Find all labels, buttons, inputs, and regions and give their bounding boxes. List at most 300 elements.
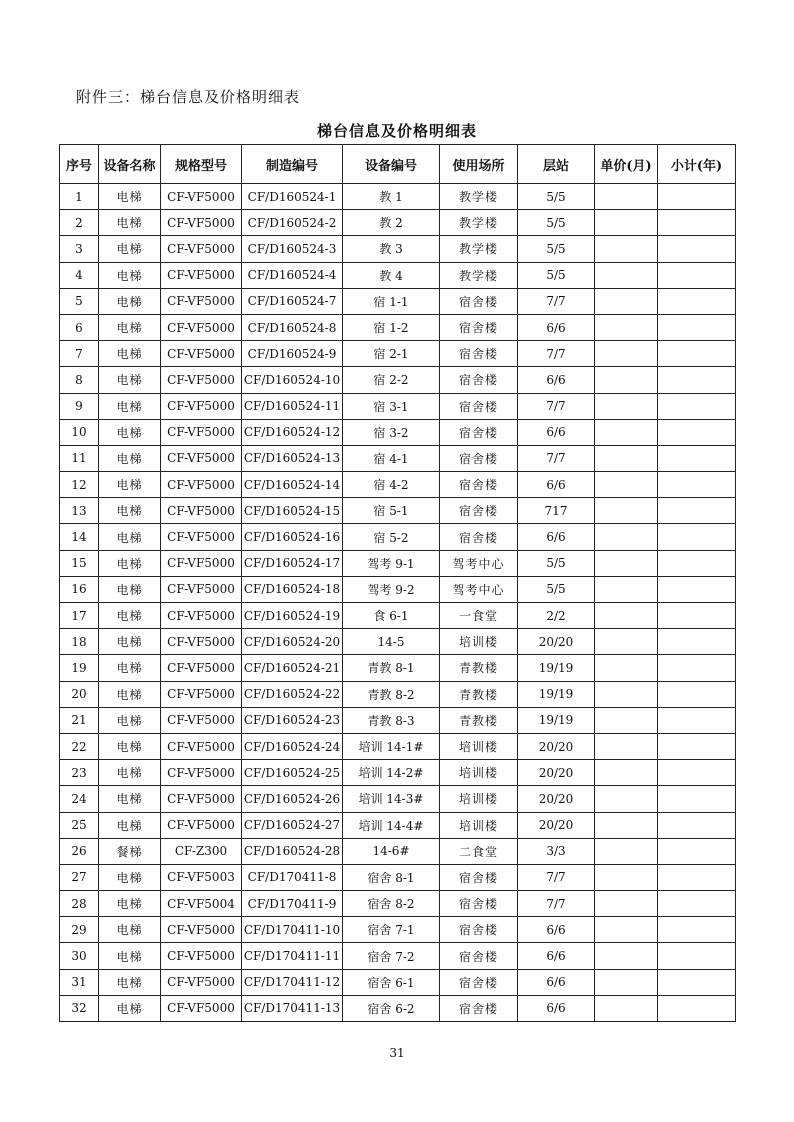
cell-seq: 13 bbox=[60, 498, 99, 524]
cell-unit-price bbox=[595, 550, 658, 576]
cell-manufacture-no: CF/D160524-23 bbox=[242, 707, 343, 733]
cell-subtotal bbox=[658, 733, 736, 759]
cell-model: CF-VF5000 bbox=[161, 262, 242, 288]
cell-floors: 5/5 bbox=[518, 210, 595, 236]
cell-seq: 32 bbox=[60, 995, 99, 1021]
cell-equipment-no: 驾考 9-2 bbox=[343, 576, 440, 602]
cell-subtotal bbox=[658, 707, 736, 733]
table-row bbox=[60, 733, 736, 759]
cell-unit-price bbox=[595, 733, 658, 759]
cell-location: 宿舍楼 bbox=[440, 314, 518, 340]
cell-floors: 7/7 bbox=[518, 445, 595, 471]
cell-seq: 12 bbox=[60, 472, 99, 498]
cell-floors: 5/5 bbox=[518, 550, 595, 576]
header-cell-location: 使用场所 bbox=[440, 145, 518, 184]
header-row bbox=[60, 145, 736, 184]
header-cell-subtotal: 小计(年) bbox=[658, 145, 736, 184]
cell-unit-price bbox=[595, 341, 658, 367]
cell-equipment-name: 电梯 bbox=[99, 969, 161, 995]
cell-unit-price bbox=[595, 236, 658, 262]
cell-subtotal bbox=[658, 472, 736, 498]
cell-equipment-no: 宿 1-1 bbox=[343, 288, 440, 314]
cell-unit-price bbox=[595, 393, 658, 419]
cell-manufacture-no: CF/D160524-9 bbox=[242, 341, 343, 367]
cell-model: CF-VF5000 bbox=[161, 995, 242, 1021]
cell-subtotal bbox=[658, 393, 736, 419]
cell-manufacture-no: CF/D160524-24 bbox=[242, 733, 343, 759]
cell-manufacture-no: CF/D170411-10 bbox=[242, 917, 343, 943]
cell-equipment-name: 电梯 bbox=[99, 812, 161, 838]
table-row bbox=[60, 576, 736, 602]
cell-location: 培训楼 bbox=[440, 733, 518, 759]
table-row bbox=[60, 236, 736, 262]
cell-subtotal bbox=[658, 445, 736, 471]
cell-subtotal bbox=[658, 576, 736, 602]
cell-model: CF-VF5000 bbox=[161, 341, 242, 367]
cell-equipment-name: 电梯 bbox=[99, 786, 161, 812]
cell-seq: 4 bbox=[60, 262, 99, 288]
table-row bbox=[60, 184, 736, 210]
cell-floors: 19/19 bbox=[518, 707, 595, 733]
cell-subtotal bbox=[658, 314, 736, 340]
cell-floors: 6/6 bbox=[518, 524, 595, 550]
cell-unit-price bbox=[595, 707, 658, 733]
cell-subtotal bbox=[658, 838, 736, 864]
cell-subtotal bbox=[658, 917, 736, 943]
cell-unit-price bbox=[595, 498, 658, 524]
cell-location: 宿舍楼 bbox=[440, 419, 518, 445]
table-row bbox=[60, 629, 736, 655]
cell-subtotal bbox=[658, 786, 736, 812]
cell-manufacture-no: CF/D170411-9 bbox=[242, 891, 343, 917]
cell-subtotal bbox=[658, 864, 736, 890]
cell-equipment-name: 电梯 bbox=[99, 655, 161, 681]
cell-seq: 5 bbox=[60, 288, 99, 314]
cell-seq: 18 bbox=[60, 629, 99, 655]
cell-unit-price bbox=[595, 472, 658, 498]
cell-model: CF-VF5000 bbox=[161, 969, 242, 995]
cell-equipment-name: 电梯 bbox=[99, 419, 161, 445]
annex-label: 附件三：梯台信息及价格明细表 bbox=[76, 88, 301, 106]
table-row bbox=[60, 760, 736, 786]
cell-subtotal bbox=[658, 524, 736, 550]
cell-manufacture-no: CF/D160524-15 bbox=[242, 498, 343, 524]
header-cell-model: 规格型号 bbox=[161, 145, 242, 184]
cell-model: CF-VF5000 bbox=[161, 472, 242, 498]
cell-manufacture-no: CF/D160524-20 bbox=[242, 629, 343, 655]
cell-seq: 2 bbox=[60, 210, 99, 236]
cell-equipment-name: 电梯 bbox=[99, 184, 161, 210]
cell-model: CF-VF5000 bbox=[161, 498, 242, 524]
cell-unit-price bbox=[595, 603, 658, 629]
cell-location: 宿舍楼 bbox=[440, 864, 518, 890]
cell-seq: 28 bbox=[60, 891, 99, 917]
cell-location: 宿舍楼 bbox=[440, 498, 518, 524]
cell-model: CF-VF5000 bbox=[161, 733, 242, 759]
cell-unit-price bbox=[595, 786, 658, 812]
table-row bbox=[60, 550, 736, 576]
cell-floors: 6/6 bbox=[518, 472, 595, 498]
cell-floors: 5/5 bbox=[518, 184, 595, 210]
cell-floors: 717 bbox=[518, 498, 595, 524]
table-row bbox=[60, 393, 736, 419]
cell-location: 青教楼 bbox=[440, 655, 518, 681]
cell-floors: 6/6 bbox=[518, 367, 595, 393]
cell-manufacture-no: CF/D160524-3 bbox=[242, 236, 343, 262]
cell-manufacture-no: CF/D170411-11 bbox=[242, 943, 343, 969]
cell-location: 驾考中心 bbox=[440, 550, 518, 576]
cell-equipment-no: 培训 14-2# bbox=[343, 760, 440, 786]
cell-seq: 11 bbox=[60, 445, 99, 471]
cell-model: CF-VF5000 bbox=[161, 812, 242, 838]
cell-unit-price bbox=[595, 524, 658, 550]
cell-manufacture-no: CF/D160524-8 bbox=[242, 314, 343, 340]
cell-model: CF-VF5000 bbox=[161, 184, 242, 210]
cell-equipment-no: 宿 2-2 bbox=[343, 367, 440, 393]
cell-equipment-no: 宿 5-2 bbox=[343, 524, 440, 550]
cell-equipment-name: 电梯 bbox=[99, 314, 161, 340]
cell-model: CF-VF5000 bbox=[161, 445, 242, 471]
table-row bbox=[60, 864, 736, 890]
cell-seq: 3 bbox=[60, 236, 99, 262]
cell-subtotal bbox=[658, 367, 736, 393]
table-row bbox=[60, 498, 736, 524]
cell-equipment-no: 青教 8-1 bbox=[343, 655, 440, 681]
cell-unit-price bbox=[595, 943, 658, 969]
cell-equipment-no: 14-5 bbox=[343, 629, 440, 655]
cell-subtotal bbox=[658, 419, 736, 445]
cell-location: 宿舍楼 bbox=[440, 445, 518, 471]
cell-equipment-no: 宿 3-1 bbox=[343, 393, 440, 419]
cell-manufacture-no: CF/D160524-2 bbox=[242, 210, 343, 236]
cell-floors: 5/5 bbox=[518, 236, 595, 262]
cell-seq: 26 bbox=[60, 838, 99, 864]
cell-equipment-no: 宿舍 8-2 bbox=[343, 891, 440, 917]
table-row bbox=[60, 262, 736, 288]
cell-location: 宿舍楼 bbox=[440, 472, 518, 498]
cell-equipment-no: 培训 14-3# bbox=[343, 786, 440, 812]
cell-manufacture-no: CF/D160524-13 bbox=[242, 445, 343, 471]
table-row bbox=[60, 367, 736, 393]
table-row bbox=[60, 288, 736, 314]
cell-equipment-no: 培训 14-1# bbox=[343, 733, 440, 759]
cell-subtotal bbox=[658, 262, 736, 288]
cell-model: CF-VF5000 bbox=[161, 917, 242, 943]
table-row bbox=[60, 786, 736, 812]
cell-seq: 25 bbox=[60, 812, 99, 838]
cell-location: 宿舍楼 bbox=[440, 367, 518, 393]
cell-unit-price bbox=[595, 184, 658, 210]
cell-unit-price bbox=[595, 629, 658, 655]
cell-floors: 19/19 bbox=[518, 681, 595, 707]
cell-seq: 27 bbox=[60, 864, 99, 890]
cell-location: 教学楼 bbox=[440, 184, 518, 210]
cell-manufacture-no: CF/D160524-27 bbox=[242, 812, 343, 838]
cell-seq: 8 bbox=[60, 367, 99, 393]
cell-model: CF-VF5000 bbox=[161, 629, 242, 655]
cell-equipment-name: 电梯 bbox=[99, 603, 161, 629]
cell-model: CF-VF5000 bbox=[161, 707, 242, 733]
cell-equipment-no: 宿舍 7-2 bbox=[343, 943, 440, 969]
cell-unit-price bbox=[595, 864, 658, 890]
cell-floors: 20/20 bbox=[518, 733, 595, 759]
cell-floors: 6/6 bbox=[518, 314, 595, 340]
table-row bbox=[60, 917, 736, 943]
cell-manufacture-no: CF/D170411-12 bbox=[242, 969, 343, 995]
cell-floors: 7/7 bbox=[518, 864, 595, 890]
cell-subtotal bbox=[658, 550, 736, 576]
cell-unit-price bbox=[595, 760, 658, 786]
cell-subtotal bbox=[658, 236, 736, 262]
cell-manufacture-no: CF/D160524-28 bbox=[242, 838, 343, 864]
table-row bbox=[60, 838, 736, 864]
cell-equipment-no: 培训 14-4# bbox=[343, 812, 440, 838]
cell-equipment-name: 电梯 bbox=[99, 917, 161, 943]
cell-manufacture-no: CF/D160524-4 bbox=[242, 262, 343, 288]
cell-seq: 24 bbox=[60, 786, 99, 812]
cell-manufacture-no: CF/D160524-10 bbox=[242, 367, 343, 393]
cell-unit-price bbox=[595, 367, 658, 393]
cell-manufacture-no: CF/D170411-13 bbox=[242, 995, 343, 1021]
table-row bbox=[60, 445, 736, 471]
cell-unit-price bbox=[595, 314, 658, 340]
cell-equipment-no: 宿舍 6-1 bbox=[343, 969, 440, 995]
cell-equipment-no: 青教 8-2 bbox=[343, 681, 440, 707]
cell-unit-price bbox=[595, 812, 658, 838]
cell-equipment-no: 宿舍 6-2 bbox=[343, 995, 440, 1021]
cell-manufacture-no: CF/D160524-11 bbox=[242, 393, 343, 419]
cell-floors: 6/6 bbox=[518, 943, 595, 969]
cell-equipment-name: 电梯 bbox=[99, 367, 161, 393]
cell-equipment-name: 电梯 bbox=[99, 236, 161, 262]
cell-equipment-no: 教 2 bbox=[343, 210, 440, 236]
cell-equipment-no: 青教 8-3 bbox=[343, 707, 440, 733]
cell-location: 宿舍楼 bbox=[440, 995, 518, 1021]
cell-floors: 5/5 bbox=[518, 262, 595, 288]
cell-equipment-name: 电梯 bbox=[99, 681, 161, 707]
cell-equipment-name: 电梯 bbox=[99, 629, 161, 655]
cell-unit-price bbox=[595, 969, 658, 995]
cell-subtotal bbox=[658, 760, 736, 786]
cell-floors: 20/20 bbox=[518, 629, 595, 655]
cell-unit-price bbox=[595, 445, 658, 471]
cell-seq: 6 bbox=[60, 314, 99, 340]
cell-subtotal bbox=[658, 288, 736, 314]
cell-location: 宿舍楼 bbox=[440, 969, 518, 995]
cell-equipment-no: 14-6# bbox=[343, 838, 440, 864]
cell-subtotal bbox=[658, 603, 736, 629]
cell-model: CF-VF5000 bbox=[161, 419, 242, 445]
cell-seq: 30 bbox=[60, 943, 99, 969]
cell-seq: 22 bbox=[60, 733, 99, 759]
cell-floors: 7/7 bbox=[518, 288, 595, 314]
cell-floors: 6/6 bbox=[518, 419, 595, 445]
cell-seq: 23 bbox=[60, 760, 99, 786]
cell-location: 青教楼 bbox=[440, 681, 518, 707]
cell-subtotal bbox=[658, 341, 736, 367]
cell-subtotal bbox=[658, 498, 736, 524]
table-row bbox=[60, 707, 736, 733]
cell-subtotal bbox=[658, 995, 736, 1021]
cell-model: CF-VF5000 bbox=[161, 393, 242, 419]
cell-unit-price bbox=[595, 262, 658, 288]
cell-equipment-no: 宿 4-1 bbox=[343, 445, 440, 471]
cell-manufacture-no: CF/D160524-21 bbox=[242, 655, 343, 681]
cell-equipment-name: 电梯 bbox=[99, 891, 161, 917]
cell-location: 一食堂 bbox=[440, 603, 518, 629]
table-row bbox=[60, 655, 736, 681]
cell-floors: 20/20 bbox=[518, 760, 595, 786]
cell-equipment-no: 宿 1-2 bbox=[343, 314, 440, 340]
cell-floors: 3/3 bbox=[518, 838, 595, 864]
cell-manufacture-no: CF/D160524-19 bbox=[242, 603, 343, 629]
cell-equipment-name: 电梯 bbox=[99, 864, 161, 890]
table-row bbox=[60, 472, 736, 498]
cell-equipment-name: 电梯 bbox=[99, 288, 161, 314]
cell-unit-price bbox=[595, 210, 658, 236]
cell-equipment-name: 电梯 bbox=[99, 498, 161, 524]
header-cell-equipment-no: 设备编号 bbox=[343, 145, 440, 184]
cell-seq: 17 bbox=[60, 603, 99, 629]
cell-manufacture-no: CF/D160524-18 bbox=[242, 576, 343, 602]
cell-subtotal bbox=[658, 891, 736, 917]
cell-unit-price bbox=[595, 655, 658, 681]
table-row bbox=[60, 314, 736, 340]
cell-equipment-no: 宿 4-2 bbox=[343, 472, 440, 498]
cell-manufacture-no: CF/D160524-16 bbox=[242, 524, 343, 550]
header-cell-floors: 层站 bbox=[518, 145, 595, 184]
cell-seq: 9 bbox=[60, 393, 99, 419]
cell-equipment-no: 宿 5-1 bbox=[343, 498, 440, 524]
cell-model: CF-VF5000 bbox=[161, 524, 242, 550]
table-row bbox=[60, 969, 736, 995]
cell-location: 宿舍楼 bbox=[440, 891, 518, 917]
cell-model: CF-VF5000 bbox=[161, 550, 242, 576]
equipment-price-table bbox=[59, 144, 736, 1022]
cell-subtotal bbox=[658, 812, 736, 838]
cell-location: 教学楼 bbox=[440, 236, 518, 262]
cell-equipment-name: 电梯 bbox=[99, 995, 161, 1021]
cell-equipment-name: 电梯 bbox=[99, 341, 161, 367]
cell-subtotal bbox=[658, 210, 736, 236]
cell-seq: 15 bbox=[60, 550, 99, 576]
cell-floors: 6/6 bbox=[518, 917, 595, 943]
table-row bbox=[60, 995, 736, 1021]
cell-floors: 6/6 bbox=[518, 995, 595, 1021]
cell-location: 宿舍楼 bbox=[440, 524, 518, 550]
table-row bbox=[60, 603, 736, 629]
cell-location: 教学楼 bbox=[440, 210, 518, 236]
cell-floors: 7/7 bbox=[518, 393, 595, 419]
cell-floors: 7/7 bbox=[518, 341, 595, 367]
cell-equipment-no: 宿 3-2 bbox=[343, 419, 440, 445]
cell-seq: 10 bbox=[60, 419, 99, 445]
cell-location: 培训楼 bbox=[440, 812, 518, 838]
cell-equipment-name: 电梯 bbox=[99, 445, 161, 471]
table-row bbox=[60, 210, 736, 236]
cell-location: 培训楼 bbox=[440, 786, 518, 812]
cell-floors: 19/19 bbox=[518, 655, 595, 681]
cell-equipment-name: 电梯 bbox=[99, 262, 161, 288]
cell-seq: 31 bbox=[60, 969, 99, 995]
cell-model: CF-VF5000 bbox=[161, 943, 242, 969]
cell-unit-price bbox=[595, 681, 658, 707]
cell-equipment-no: 食 6-1 bbox=[343, 603, 440, 629]
table-row bbox=[60, 419, 736, 445]
cell-location: 青教楼 bbox=[440, 707, 518, 733]
table-row bbox=[60, 341, 736, 367]
cell-location: 二食堂 bbox=[440, 838, 518, 864]
cell-subtotal bbox=[658, 969, 736, 995]
cell-location: 培训楼 bbox=[440, 760, 518, 786]
cell-equipment-no: 教 3 bbox=[343, 236, 440, 262]
cell-subtotal bbox=[658, 655, 736, 681]
cell-seq: 20 bbox=[60, 681, 99, 707]
cell-location: 宿舍楼 bbox=[440, 341, 518, 367]
cell-seq: 29 bbox=[60, 917, 99, 943]
cell-seq: 19 bbox=[60, 655, 99, 681]
cell-model: CF-VF5000 bbox=[161, 367, 242, 393]
table-row bbox=[60, 891, 736, 917]
cell-floors: 6/6 bbox=[518, 969, 595, 995]
cell-unit-price bbox=[595, 995, 658, 1021]
cell-seq: 7 bbox=[60, 341, 99, 367]
cell-unit-price bbox=[595, 838, 658, 864]
cell-model: CF-VF5000 bbox=[161, 236, 242, 262]
cell-location: 宿舍楼 bbox=[440, 943, 518, 969]
cell-equipment-no: 宿舍 8-1 bbox=[343, 864, 440, 890]
cell-location: 宿舍楼 bbox=[440, 917, 518, 943]
cell-seq: 16 bbox=[60, 576, 99, 602]
cell-equipment-no: 宿舍 7-1 bbox=[343, 917, 440, 943]
cell-unit-price bbox=[595, 288, 658, 314]
page-number: 31 bbox=[389, 1046, 405, 1060]
header-cell-seq: 序号 bbox=[60, 145, 99, 184]
cell-manufacture-no: CF/D170411-8 bbox=[242, 864, 343, 890]
cell-seq: 1 bbox=[60, 184, 99, 210]
cell-floors: 2/2 bbox=[518, 603, 595, 629]
table-row bbox=[60, 812, 736, 838]
cell-floors: 7/7 bbox=[518, 891, 595, 917]
cell-location: 驾考中心 bbox=[440, 576, 518, 602]
cell-equipment-name: 电梯 bbox=[99, 550, 161, 576]
cell-equipment-no: 教 1 bbox=[343, 184, 440, 210]
cell-location: 宿舍楼 bbox=[440, 393, 518, 419]
cell-equipment-name: 电梯 bbox=[99, 760, 161, 786]
cell-unit-price bbox=[595, 917, 658, 943]
cell-model: CF-VF5004 bbox=[161, 891, 242, 917]
cell-manufacture-no: CF/D160524-7 bbox=[242, 288, 343, 314]
cell-equipment-name: 电梯 bbox=[99, 472, 161, 498]
cell-floors: 5/5 bbox=[518, 576, 595, 602]
cell-subtotal bbox=[658, 629, 736, 655]
cell-manufacture-no: CF/D160524-17 bbox=[242, 550, 343, 576]
cell-equipment-name: 电梯 bbox=[99, 576, 161, 602]
cell-equipment-name: 电梯 bbox=[99, 707, 161, 733]
cell-equipment-no: 驾考 9-1 bbox=[343, 550, 440, 576]
header-cell-unit-price: 单价(月) bbox=[595, 145, 658, 184]
cell-subtotal bbox=[658, 184, 736, 210]
cell-floors: 20/20 bbox=[518, 786, 595, 812]
cell-equipment-name: 电梯 bbox=[99, 524, 161, 550]
cell-model: CF-VF5000 bbox=[161, 655, 242, 681]
header-cell-equipment-name: 设备名称 bbox=[99, 145, 161, 184]
cell-manufacture-no: CF/D160524-25 bbox=[242, 760, 343, 786]
cell-floors: 20/20 bbox=[518, 812, 595, 838]
table-title: 梯台信息及价格明细表 bbox=[316, 122, 477, 140]
cell-manufacture-no: CF/D160524-14 bbox=[242, 472, 343, 498]
cell-seq: 14 bbox=[60, 524, 99, 550]
